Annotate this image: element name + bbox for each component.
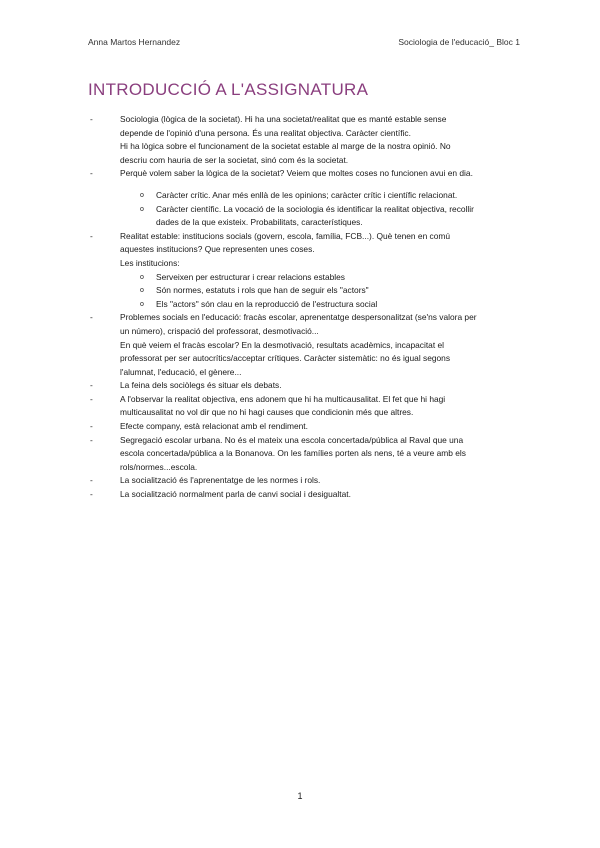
bullet-marker: - — [90, 393, 93, 404]
text-line: rols/normes...escola. — [120, 461, 198, 472]
sub-bullet-marker: o — [140, 273, 144, 281]
document-body — [88, 113, 518, 502]
text-line: escola concertada/pública a la Bonanova. On les famílies porten als nens, té a veure amb els — [120, 448, 466, 459]
text-line: l'alumnat, l'educació, el gènere... — [120, 366, 242, 377]
list-item — [88, 230, 518, 271]
bullet-marker: - — [90, 168, 93, 179]
text-line: En què veiem el fracàs escolar? En la desmotivació, resultats acadèmics, incapacitat el — [120, 339, 444, 350]
sub-bullet-marker: o — [140, 205, 144, 213]
list-item — [88, 474, 518, 488]
text-line: Realitat estable: institucions socials (govern, escola, família, FCB...). Què tenen en comú — [120, 230, 451, 241]
text-line: Caràcter crític. Anar més enllà de les opinions; caràcter crític i científic relacionat. — [156, 189, 458, 200]
text-line: La feina dels sociòlegs és situar els debats. — [120, 380, 282, 391]
bullet-marker: - — [90, 114, 93, 124]
sub-bullet-marker: o — [140, 191, 144, 199]
sub-list-item — [88, 271, 518, 285]
bullet-marker: - — [90, 434, 93, 445]
text-line: Caràcter científic. La vocació de la sociologia és identificar la realitat objectiva, recollir — [156, 203, 474, 214]
list-item — [88, 113, 518, 167]
text-line: depende de l'opinió d'una persona. És una realitat objectiva. Caràcter científic. — [120, 127, 411, 138]
text-line: professorat per ser autocrítics/acceptar crítiques. Caràcter sistemàtic: no és igual segons — [120, 353, 451, 364]
list-item — [88, 379, 518, 393]
text-line: Serveixen per estructurar i crear relacions estables — [156, 271, 345, 282]
header-course: Sociologia de l'educació_ Bloc 1 — [398, 37, 520, 47]
sub-bullet-marker: o — [140, 300, 144, 308]
text-line: aquestes institucions? Que representen unes coses. — [120, 244, 315, 255]
sub-list-item — [88, 203, 518, 230]
bullet-marker: - — [90, 421, 93, 432]
text-line: La socialització normalment parla de canvi social i desigualtat. — [120, 489, 351, 500]
bullet-marker: - — [90, 489, 93, 500]
text-line: descriu com hauria de ser la societat, sinó com és la societat. — [120, 154, 349, 165]
sub-list-item — [88, 189, 518, 203]
sub-bullet-marker: o — [140, 287, 144, 295]
text-line: dades de la que existeix. Probabilitats, característiques. — [156, 217, 363, 228]
header-author: Anna Martos Hernandez — [88, 37, 181, 47]
text-line: Perquè volem saber la lògica de la societat? Veiem que moltes coses no funcionen avui en dia. — [120, 168, 473, 179]
text-line: A l'observar la realitat objectiva, ens adonem que hi ha multicausalitat. El fet que hi hagi — [120, 393, 446, 404]
text-line: Les institucions: — [120, 257, 180, 268]
text-line: La socialització és l'aprenentatge de les normes i rols. — [120, 475, 321, 486]
text-line: multicausalitat no vol dir que no hi hagi causes que condicionin més que altres. — [120, 407, 414, 418]
list-item — [88, 420, 518, 434]
text-line: Segregació escolar urbana. No és el mateix una escola concertada/pública al Raval que una — [120, 434, 464, 445]
page-title: INTRODUCCIÓ A L'ASSIGNATURA — [88, 80, 369, 99]
text-line: Hi ha lògica sobre el funcionament de la societat estable al marge de la nostra opinió. No — [120, 141, 451, 152]
list-item — [88, 434, 518, 475]
sub-list-item — [88, 284, 518, 298]
text-line: un número), crispació del professorat, desmotivació... — [120, 325, 319, 336]
spacer — [88, 181, 518, 189]
bullet-marker: - — [90, 380, 93, 391]
text-line: Problemes socials en l'educació: fracàs escolar, aprenentatge despersonalitzat (se'ns valora per — [120, 312, 477, 323]
list-item — [88, 488, 518, 502]
bullet-marker: - — [90, 230, 93, 241]
text-line: Sociologia (lògica de la societat). Hi ha una societat/realitat que es manté estable sense — [120, 114, 447, 124]
page-number: 1 — [297, 791, 303, 801]
text-line: Els "actors" són clau en la reproducció de l'estructura social — [156, 298, 378, 309]
bullet-marker: - — [90, 312, 93, 323]
list-item — [88, 167, 518, 181]
bullet-marker: - — [90, 475, 93, 486]
sub-list-item — [88, 298, 518, 312]
text-line: Són normes, estatuts i rols que han de seguir els "actors" — [156, 285, 369, 296]
list-item — [88, 393, 518, 420]
text-line: Efecte company, està relacionat amb el rendiment. — [120, 421, 308, 432]
list-item — [88, 311, 518, 379]
